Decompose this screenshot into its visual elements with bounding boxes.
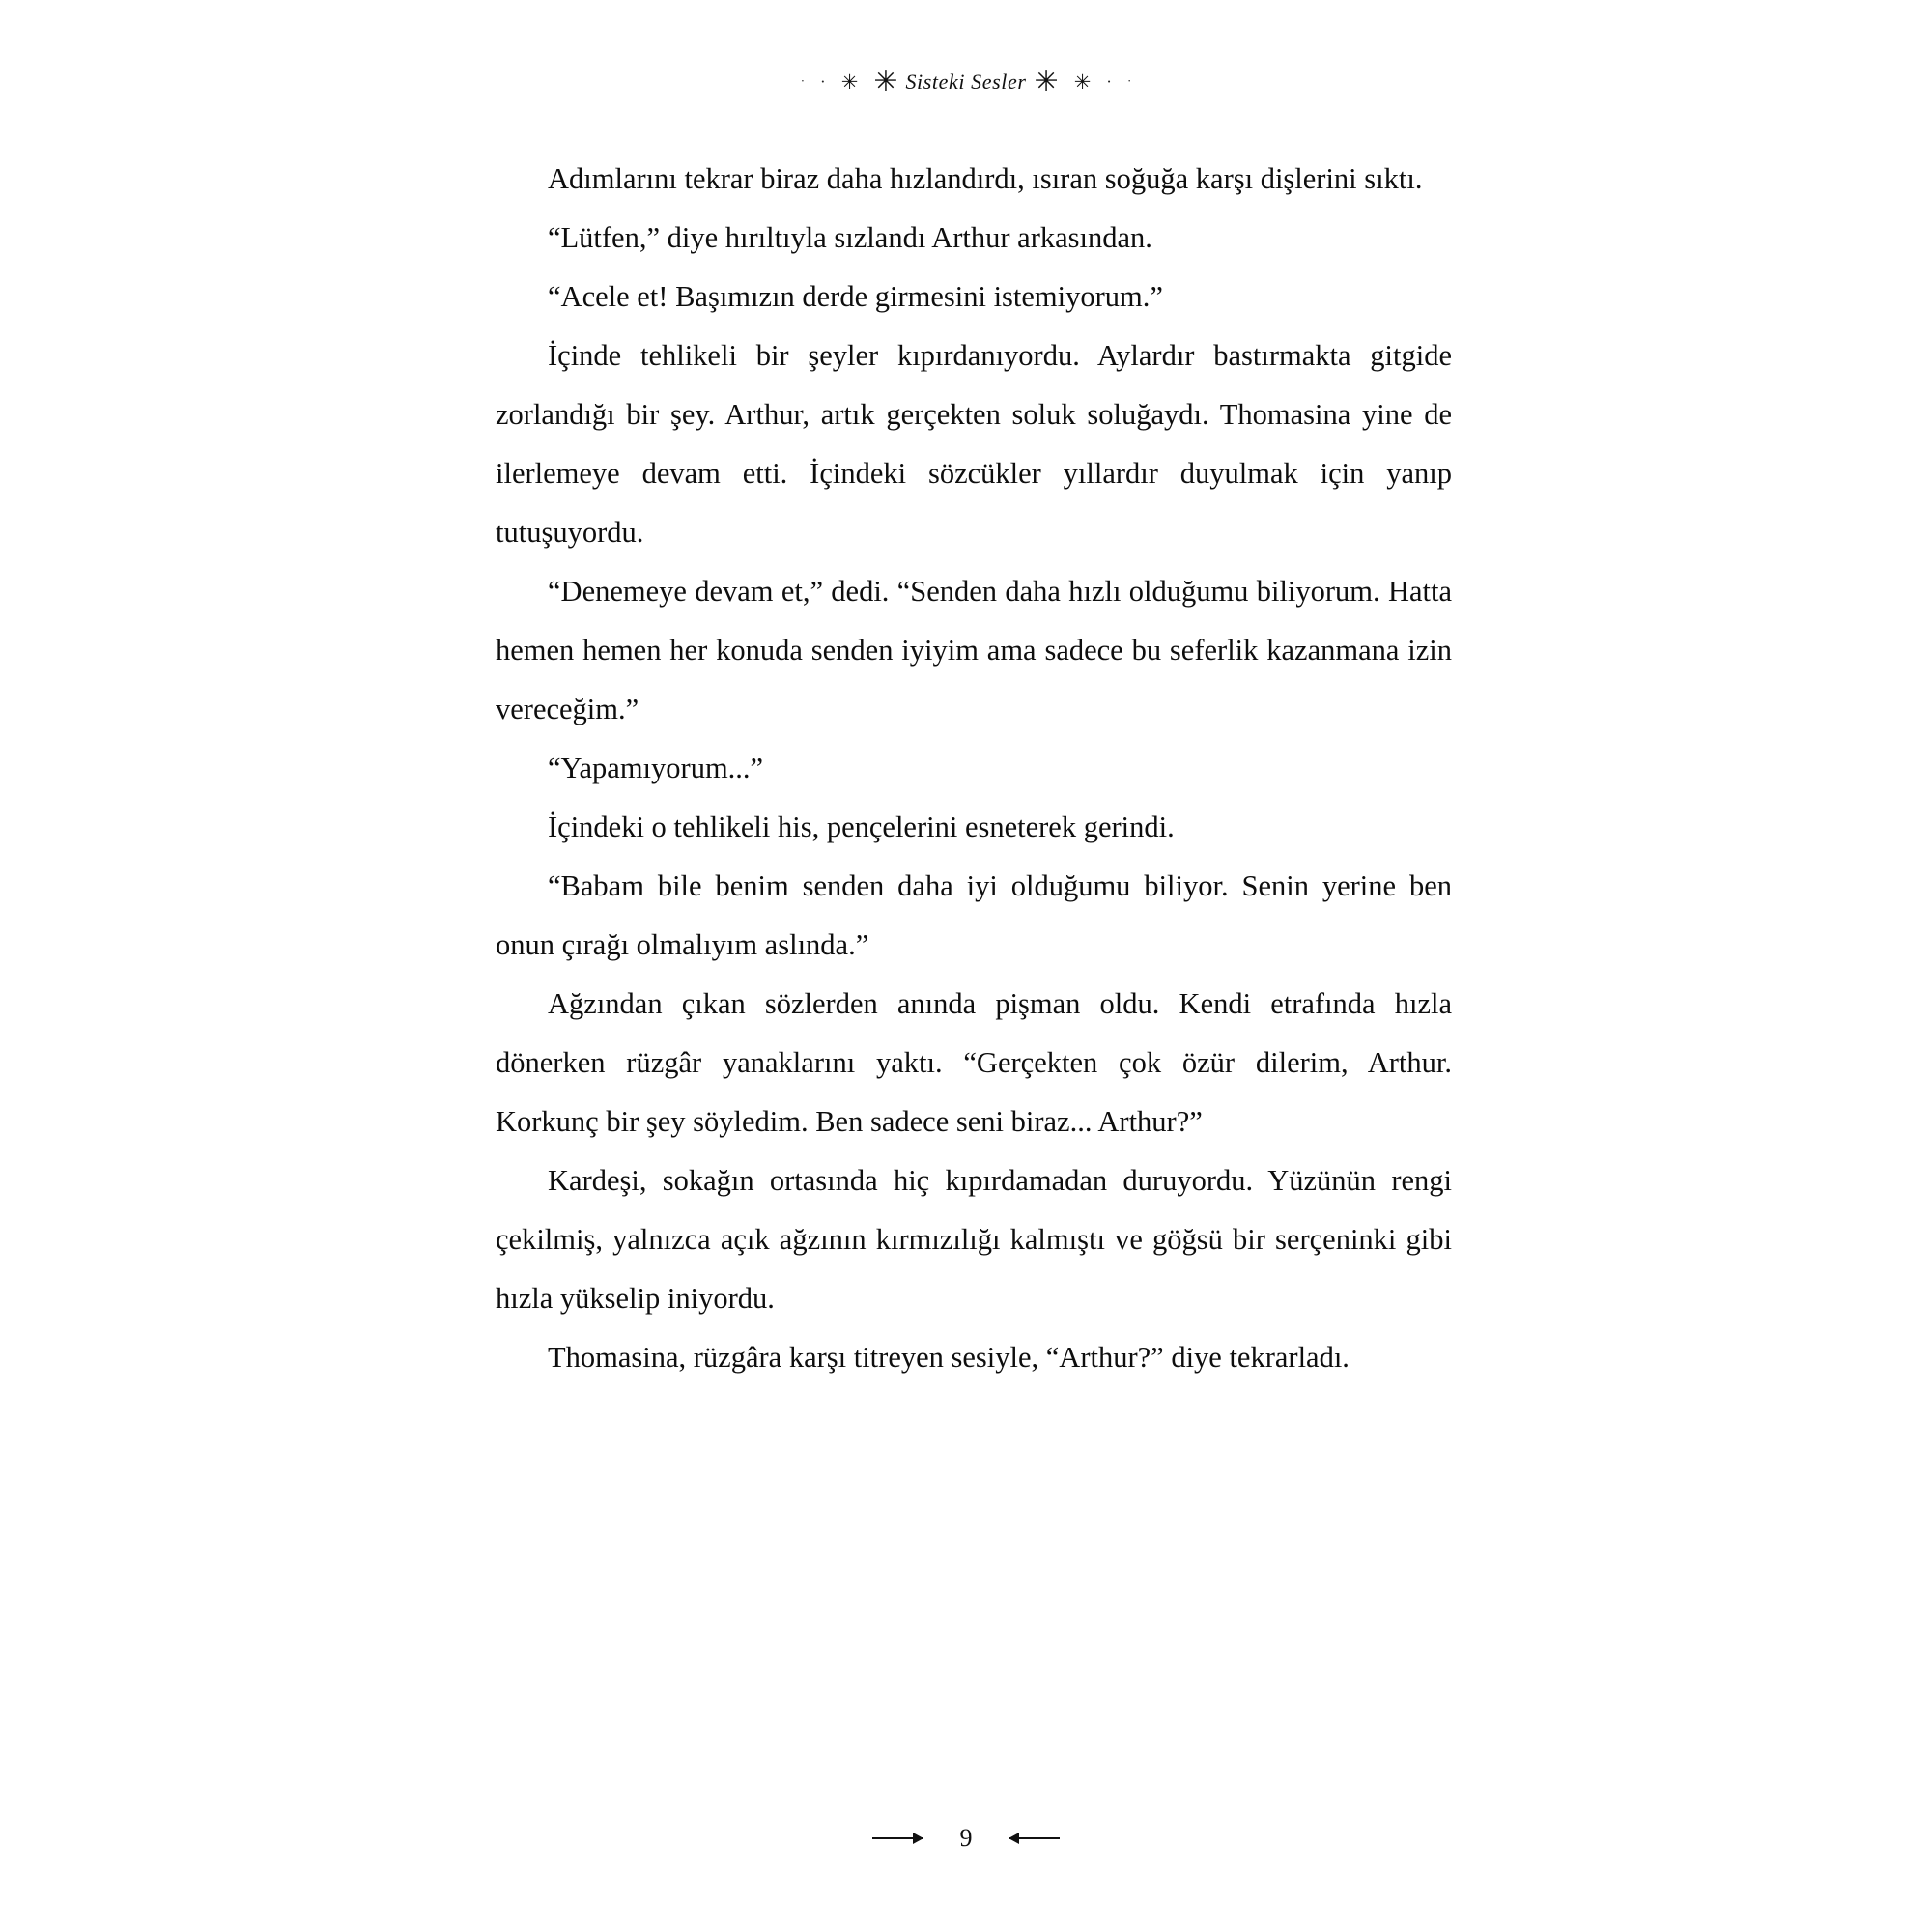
running-head bbox=[0, 60, 1932, 104]
paragraph: İçinde tehlikeli bir şeyler kıpırdanıyordu. Aylardır bastırmakta gitgide zorlandığı bir şey. Arthur, artık gerçekten soluk soluğaydı. Thomasina yine de ilerlemeye devam etti. İçindeki sözcükler yıllardır duyulmak için yanıp tutuşuyordu. bbox=[496, 339, 1452, 549]
paragraph: Adımlarını tekrar biraz daha hızlandırdı, ısıran soğuğa karşı dişlerini sıktı. bbox=[548, 162, 1423, 195]
paragraph: Thomasina, rüzgâra karşı titreyen sesiyle, “Arthur?” diye tekrarladı. bbox=[548, 1341, 1350, 1374]
star-icon: ✳ bbox=[1073, 70, 1092, 94]
paragraph: “Lütfen,” diye hırıltıyla sızlandı Arthur arkasından. bbox=[548, 221, 1152, 254]
star-icon: ✳ bbox=[840, 70, 859, 94]
ornament-left bbox=[695, 68, 905, 97]
ornament-right bbox=[1027, 68, 1237, 97]
dot-icon: · bbox=[820, 71, 826, 91]
paragraph: “Denemeye devam et,” dedi. “Senden daha hızlı olduğumu biliyorum. Hatta hemen hemen her konuda senden iyiyim ama sadece bu seferlik kazanmana izin vereceğim.” bbox=[496, 575, 1452, 725]
dot-icon: · bbox=[1126, 72, 1132, 88]
running-head-title: Sisteki Sesler bbox=[905, 70, 1027, 94]
body-text bbox=[496, 150, 1452, 1387]
paragraph: Ağzından çıkan sözlerden anında pişman oldu. Kendi etrafında hızla dönerken rüzgâr yanaklarını yaktı. “Gerçekten çok özür dilerim, Arthur. Korkunç bir şey söyledim. Ben sadece seni biraz... Arthur?” bbox=[496, 987, 1452, 1138]
paragraph: “Babam bile benim senden daha iyi olduğumu biliyor. Senin yerine ben onun çırağı olmalıyım aslında.” bbox=[496, 869, 1452, 961]
dot-icon: · bbox=[1106, 71, 1112, 91]
paragraph: İçindeki o tehlikeli his, pençelerini esneterek gerindi. bbox=[548, 810, 1175, 843]
page-number: 9 bbox=[959, 1824, 973, 1852]
paragraph: Kardeşi, sokağın ortasında hiç kıpırdamadan duruyordu. Yüzünün rengi çekilmiş, yalnızca açık ağzının kırmızılığı kalmıştı ve göğsü bir serçeninki gibi hızla yükselip iniyordu. bbox=[496, 1164, 1452, 1315]
dot-icon: · bbox=[800, 72, 806, 88]
arrow-right-icon bbox=[1009, 1837, 1060, 1839]
paragraph: “Yapamıyorum...” bbox=[548, 752, 764, 784]
star-icon: ✳ bbox=[873, 66, 898, 98]
page-footer bbox=[0, 1824, 1932, 1853]
arrow-left-icon bbox=[872, 1837, 923, 1839]
paragraph: “Acele et! Başımızın derde girmesini istemiyorum.” bbox=[548, 280, 1163, 313]
star-icon: ✳ bbox=[1034, 66, 1059, 98]
